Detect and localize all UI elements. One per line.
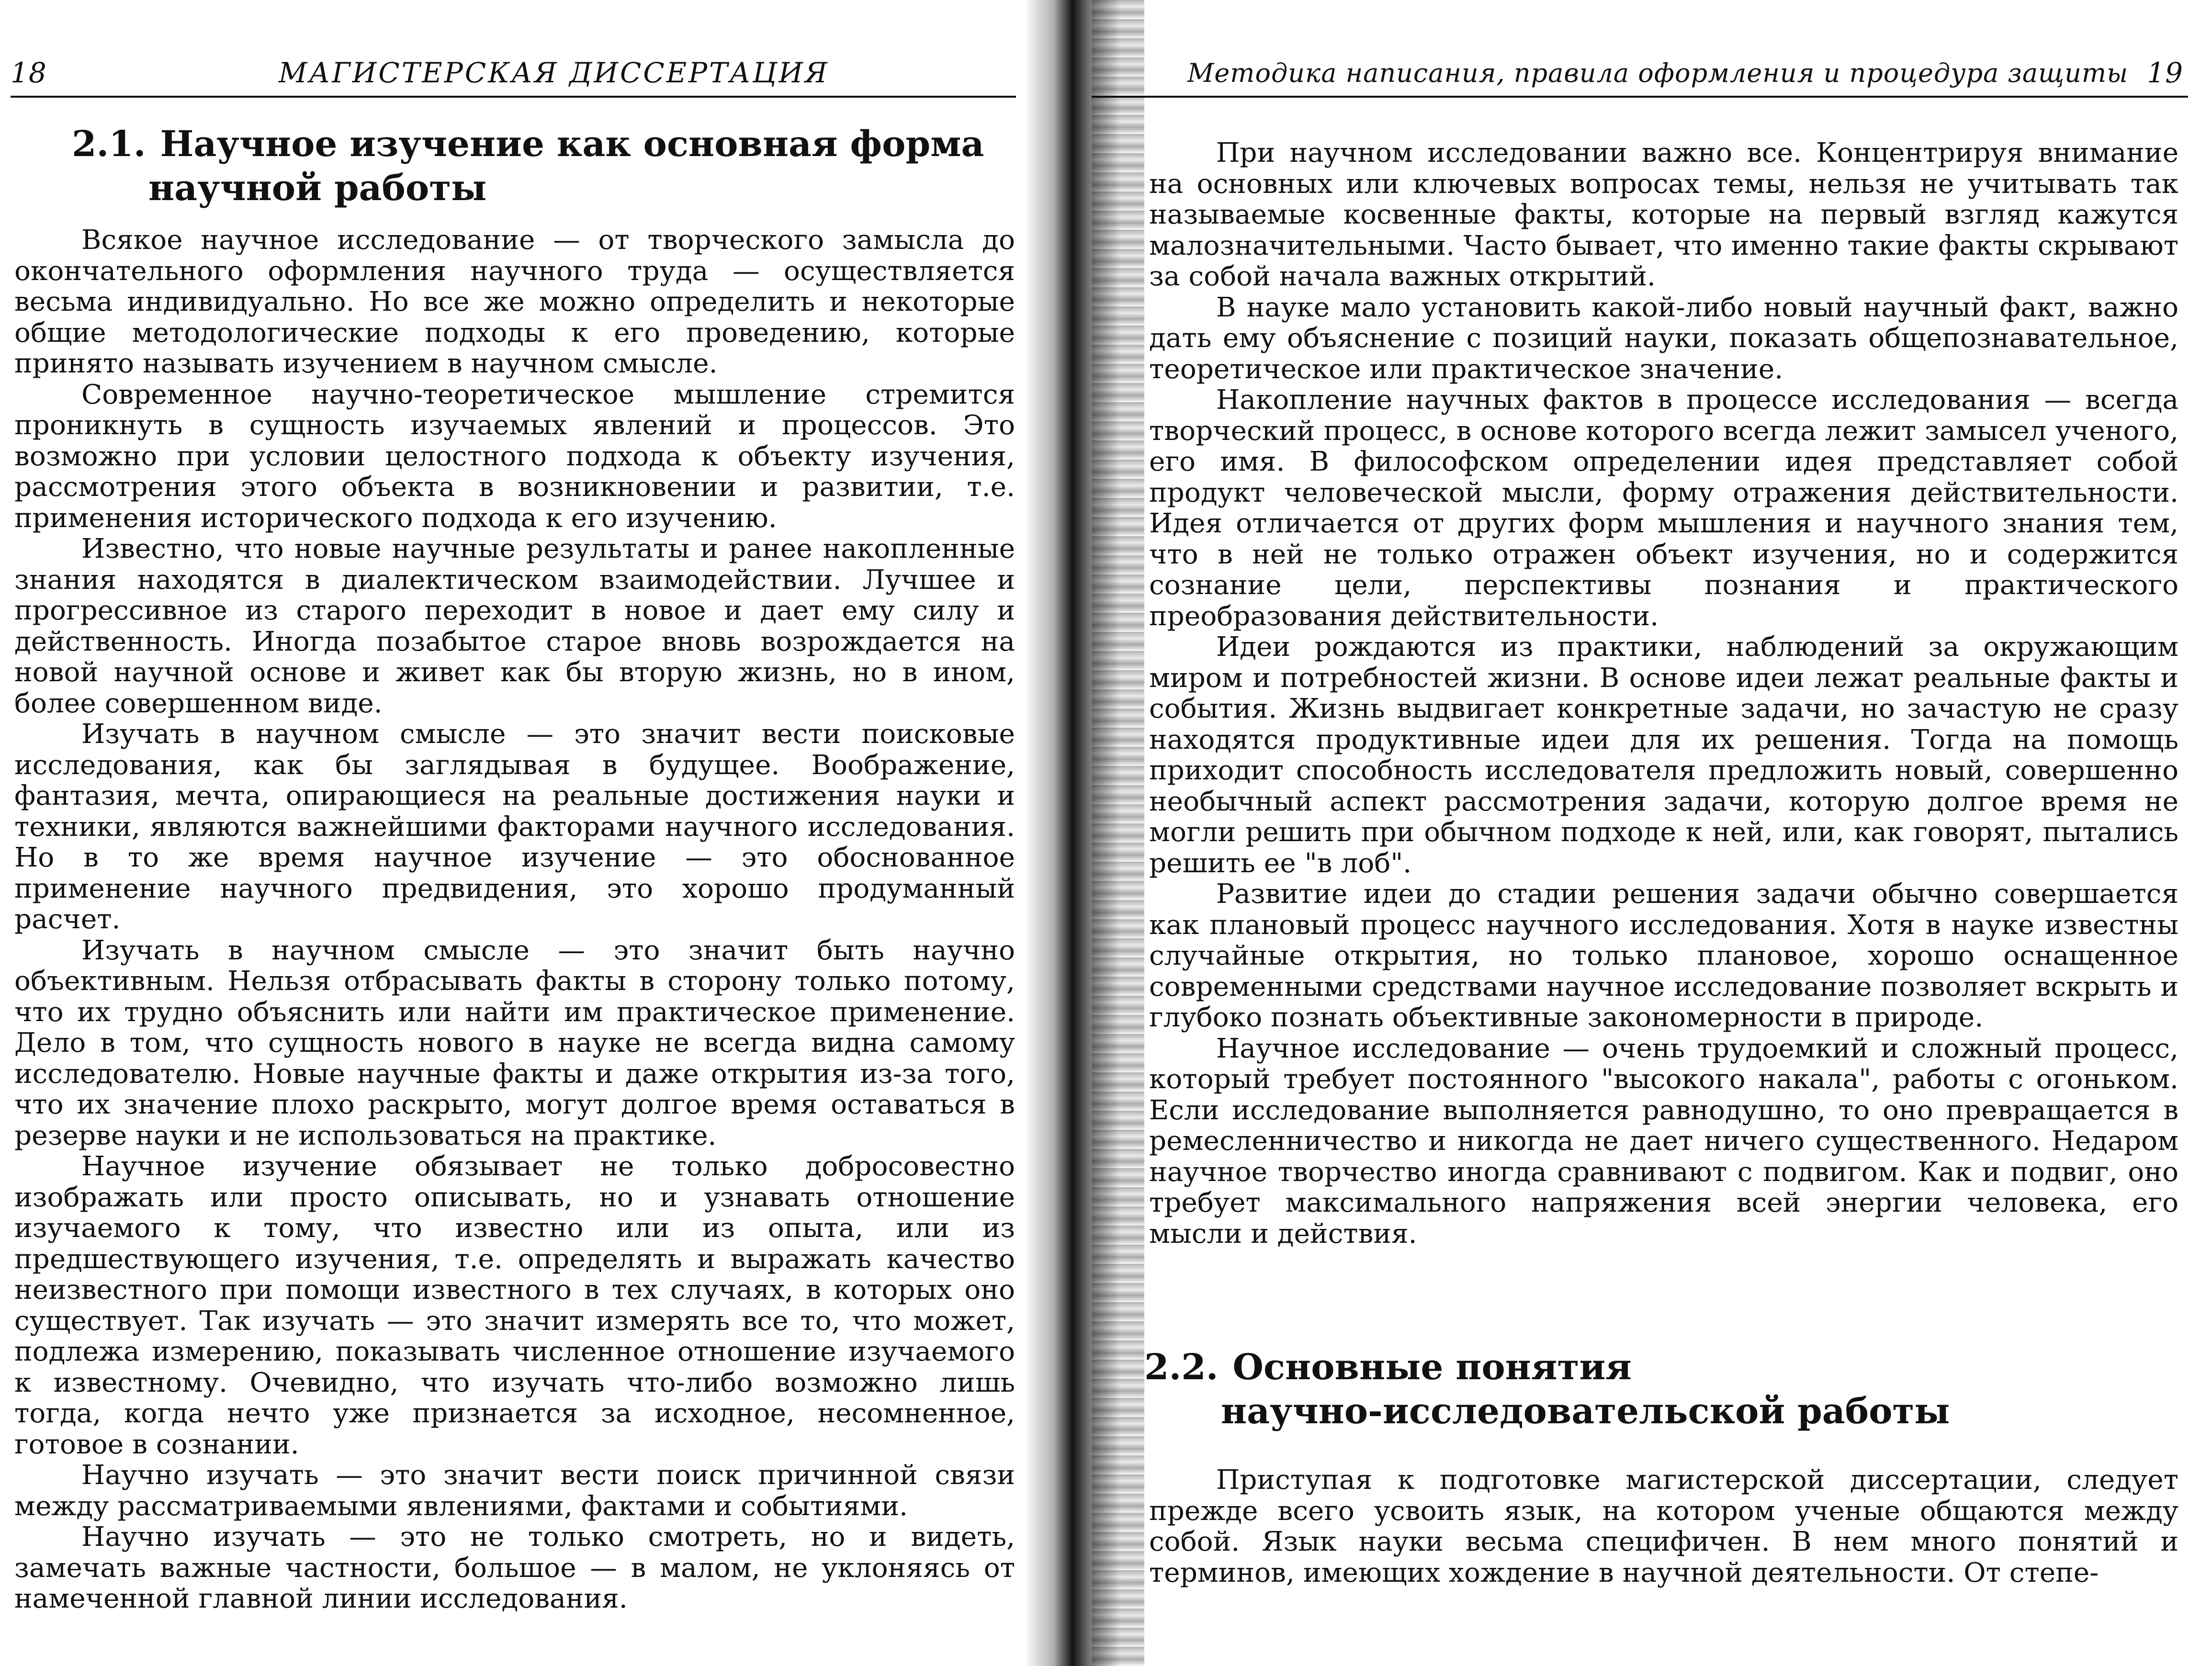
paragraph: В науке мало установить какой-либо новый научный факт, важно дать ему объяснение с позиций науки, показать общепознавательное, теоретическое или практическое значение. [1149, 292, 2178, 385]
section-title-line2: научно-исследовательской работы [1221, 1391, 1950, 1432]
paragraph: Научное исследование — очень трудоемкий и сложный процесс, который требует постоянного "высокого накала", работы с огоньком. Если исследование выполняется равнодушно, то оно превращается в ремесленничество и никогда не дает ничего существенного. Недаром научное творчество иногда сравнивают с подвигом. Как и подвиг, оно требует максимального напряжения всей энергии человека, его мысли и действия. [1149, 1033, 2178, 1250]
paragraph: Научно изучать — это не только смотреть, но и видеть, замечать важные частности, большое — в малом, не уклоняясь от намеченной главной линии исследования. [14, 1521, 1015, 1614]
running-head-left [11, 50, 1016, 98]
paragraph: Всякое научное исследование — от творческого замысла до окончательного оформления научного труда — осуществляется весьма индивидуально. Но все же можно определить и некоторые общие методологические подходы к его проведению, которые принято называть изучением в научном смысле. [14, 225, 1015, 379]
page-number-right: 19 [2147, 56, 2183, 89]
right-page [1053, 0, 2212, 1666]
paragraph: Научное изучение обязывает не только добросовестно изображать или просто описывать, но и узнавать отношение изучаемого к тому, что известно или из опыта, или из предшествующего изучения, т.е. определять и выражать качество неизвестного при помощи известного в тех случаях, в которых оно существует. Так изучать — это значит измерять все то, что может, подлежа измерению, показывать численное отношение изучаемого к известному. Очевидно, что изучать что-либо возможно лишь тогда, когда нечто уже признается за исходное, несомненное, готовое в сознании. [14, 1151, 1015, 1460]
paragraph: Развитие идеи до стадии решения задачи обычно совершается как плановый процесс научного исследования. Хотя в науке известны случайные открытия, но только плановое, хорошо оснащенное современными средствами научное исследование позволяет вскрыть и глубоко познать объективные закономерности в природе. [1149, 878, 2178, 1033]
body-text-right [1149, 138, 2178, 1250]
paragraph: Известно, что новые научные результаты и ранее накопленные знания находятся в диалектическом взаимодействии. Лучшее и прогрессивное из старого переходит в новое и дает ему силу и действенность. Иногда позабытое старое вновь возрождается на новой научной основе и живет как бы вторую жизнь, но в ином, более совершенном виде. [14, 533, 1015, 719]
paragraph: Изучать в научном смысле — это значит вести поисковые исследования, как бы заглядывая в будущее. Воображение, фантазия, мечта, опирающиеся на реальные достижения науки и техники, являются важнейшими факторами научного исследования. Но в то же время научное изучение — это обоснованное применение научного предвидения, это хорошо продуманный расчет. [14, 719, 1015, 935]
running-head-title-left: МАГИСТЕРСКАЯ ДИССЕРТАЦИЯ [279, 56, 829, 89]
page-number-left: 18 [11, 56, 47, 89]
section-title-line1: Научное изучение как основная форма [160, 124, 984, 165]
body-text-left [14, 225, 1015, 1615]
binding-shadow-texture [1092, 0, 1144, 1666]
section-title-line2: научной работы [148, 168, 487, 209]
section-number: 2.1. [72, 124, 146, 165]
paragraph: Накопление научных фактов в процессе исследования — всегда творческий процесс, в основе которого всегда лежит замысел ученого, его имя. В философском определении идея представляет собой продукт человеческой мысли, форму отражения действительности. Идея отличается от других форм мышления и научного знания тем, что в ней не только отражен объект изучения, но и содержится сознание цели, перспективы познания и практического преобразования действительности. [1149, 384, 2178, 632]
paragraph: Приступая к подготовке магистерской диссертации, следует прежде всего усвоить язык, на котором ученые общаются между собой. Язык науки весьма специфичен. В нем много понятий и терминов, имеющих хождение в научной деятельности. От степе- [1149, 1464, 2178, 1588]
section-number: 2.2. [1144, 1347, 1219, 1388]
section-title-2-1 [72, 122, 1029, 210]
section-title-2-2 [1144, 1345, 2198, 1433]
running-head-right [1092, 50, 2188, 98]
paragraph: При научном исследовании важно все. Концентрируя внимание на основных или ключевых вопросах темы, нельзя не учитывать так называемые косвенные факты, которые на первый взгляд кажутся малозначительными. Часто бывает, что именно такие факты скрывают за собой начала важных открытий. [1149, 137, 2178, 292]
running-head-title-right: Методика написания, правила оформления и процедура защиты [1187, 58, 2129, 88]
paragraph: Современное научно-теоретическое мышление стремится проникнуть в сущность изучаемых явлений и процессов. Это возможно при условии целостного подхода к объекту изучения, рассмотрения этого объекта в возникновении и развитии, т.е. применения исторического подхода к его изучению. [14, 379, 1015, 534]
paragraph: Идеи рождаются из практики, наблюдений за окружающим миром и потребностей жизни. В основе идеи лежат реальные факты и события. Жизнь выдвигает конкретные задачи, но зачастую не сразу находятся продуктивные идеи для их решения. Тогда на помощь приходит способность исследователя предложить новый, совершенно необычный аспект рассмотрения задачи, которую долгое время не могли решить при обычном подходе к ней, или, как говорят, пытались решить ее "в лоб". [1149, 631, 2178, 879]
section-title-line1: Основные понятия [1232, 1347, 1632, 1388]
left-page [0, 0, 1053, 1666]
paragraph: Изучать в научном смысле — это значит быть научно объективным. Нельзя отбрасывать факты в сторону только потому, что их трудно объяснить или найти им практическое применение. Дело в том, что сущность нового в науке не всегда видна самому исследователю. Новые научные факты и даже открытия из-за того, что их значение плохо раскрыто, могут долгое время оставаться в резерве науки и не использоваться на практике. [14, 934, 1015, 1151]
paragraph: Научно изучать — это значит вести поиск причинной связи между рассматриваемыми явлениями, фактами и событиями. [14, 1460, 1015, 1522]
body-text-right-section [1149, 1465, 2178, 1588]
